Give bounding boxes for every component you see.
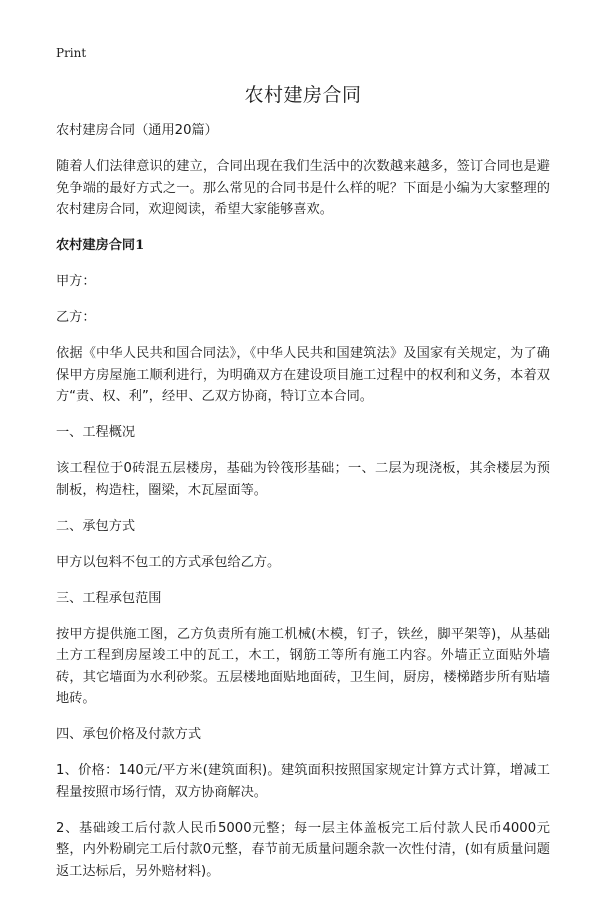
paragraph: 甲方以包料不包工的方式承包给乙方。: [56, 554, 281, 570]
paragraph: 甲方：: [56, 274, 96, 289]
paragraph: 一、工程概况: [56, 425, 136, 440]
paragraph: 2、基础竣工后付款人民币5000元整；每一层主体盖板完工后付款人民币4000元整，内外粉刷完工后付款0元整，春节前无质量问题余款一次性付清，(如有质量问题返工达标后，另外赔材料)。: [56, 820, 550, 879]
paragraph: 依据《中华人民共和国合同法》，《中华人民共和国建筑法》及国家有关规定，为了确保甲方房屋施工顺利进行，为明确双方在建设项目施工过程中的权利和义务，本着双方“责、权、利”，经甲、乙双方协商，特订立本合同。: [56, 346, 550, 404]
paragraph: 二、承包方式: [56, 518, 136, 534]
paragraph: 按甲方提供施工图，乙方负责所有施工机械(木模，钉子，铁丝，脚平架等)，从基础土方工程到房屋竣工中的瓦工，木工，钢筋工等所有施工内容。外墙正立面贴外墙砖，其它墙面为水利砂浆。五层楼地面贴地面砖，卫生间，厨房，楼梯踏步所有贴墙地砖。: [56, 626, 550, 706]
paragraph: 三、工程承包范围: [56, 590, 162, 606]
paragraph: 该工程位于0砖混五层楼房，基础为铃筏形基础；一、二层为现浇板，其余楼层为预制板，构造柱，圈梁，木瓦屋面等。: [56, 461, 550, 498]
paragraph: 随着人们法律意识的建立，合同出现在我们生活中的次数越来越多，签订合同也是避免争端的最好方式之一。那么常见的合同书是什么样的呢？下面是小编为大家整理的农村建房合同，欢迎阅读，希望大家能够喜欢。: [56, 159, 550, 217]
paragraph: 1、价格：140元/平方米(建筑面积)。建筑面积按照国家规定计算方式计算，增减工程量按照市场行情，双方协商解决。: [56, 763, 550, 800]
document-body: [56, 120, 550, 897]
document-title: 农村建房合同: [244, 84, 362, 106]
paragraph: 四、承包价格及付款方式: [56, 727, 202, 742]
paragraph: 乙方：: [56, 310, 96, 325]
print-link[interactable]: Print: [56, 46, 87, 60]
paragraph: 农村建房合同（通用20篇）: [56, 123, 218, 138]
section-heading: 农村建房合同1: [56, 238, 145, 253]
